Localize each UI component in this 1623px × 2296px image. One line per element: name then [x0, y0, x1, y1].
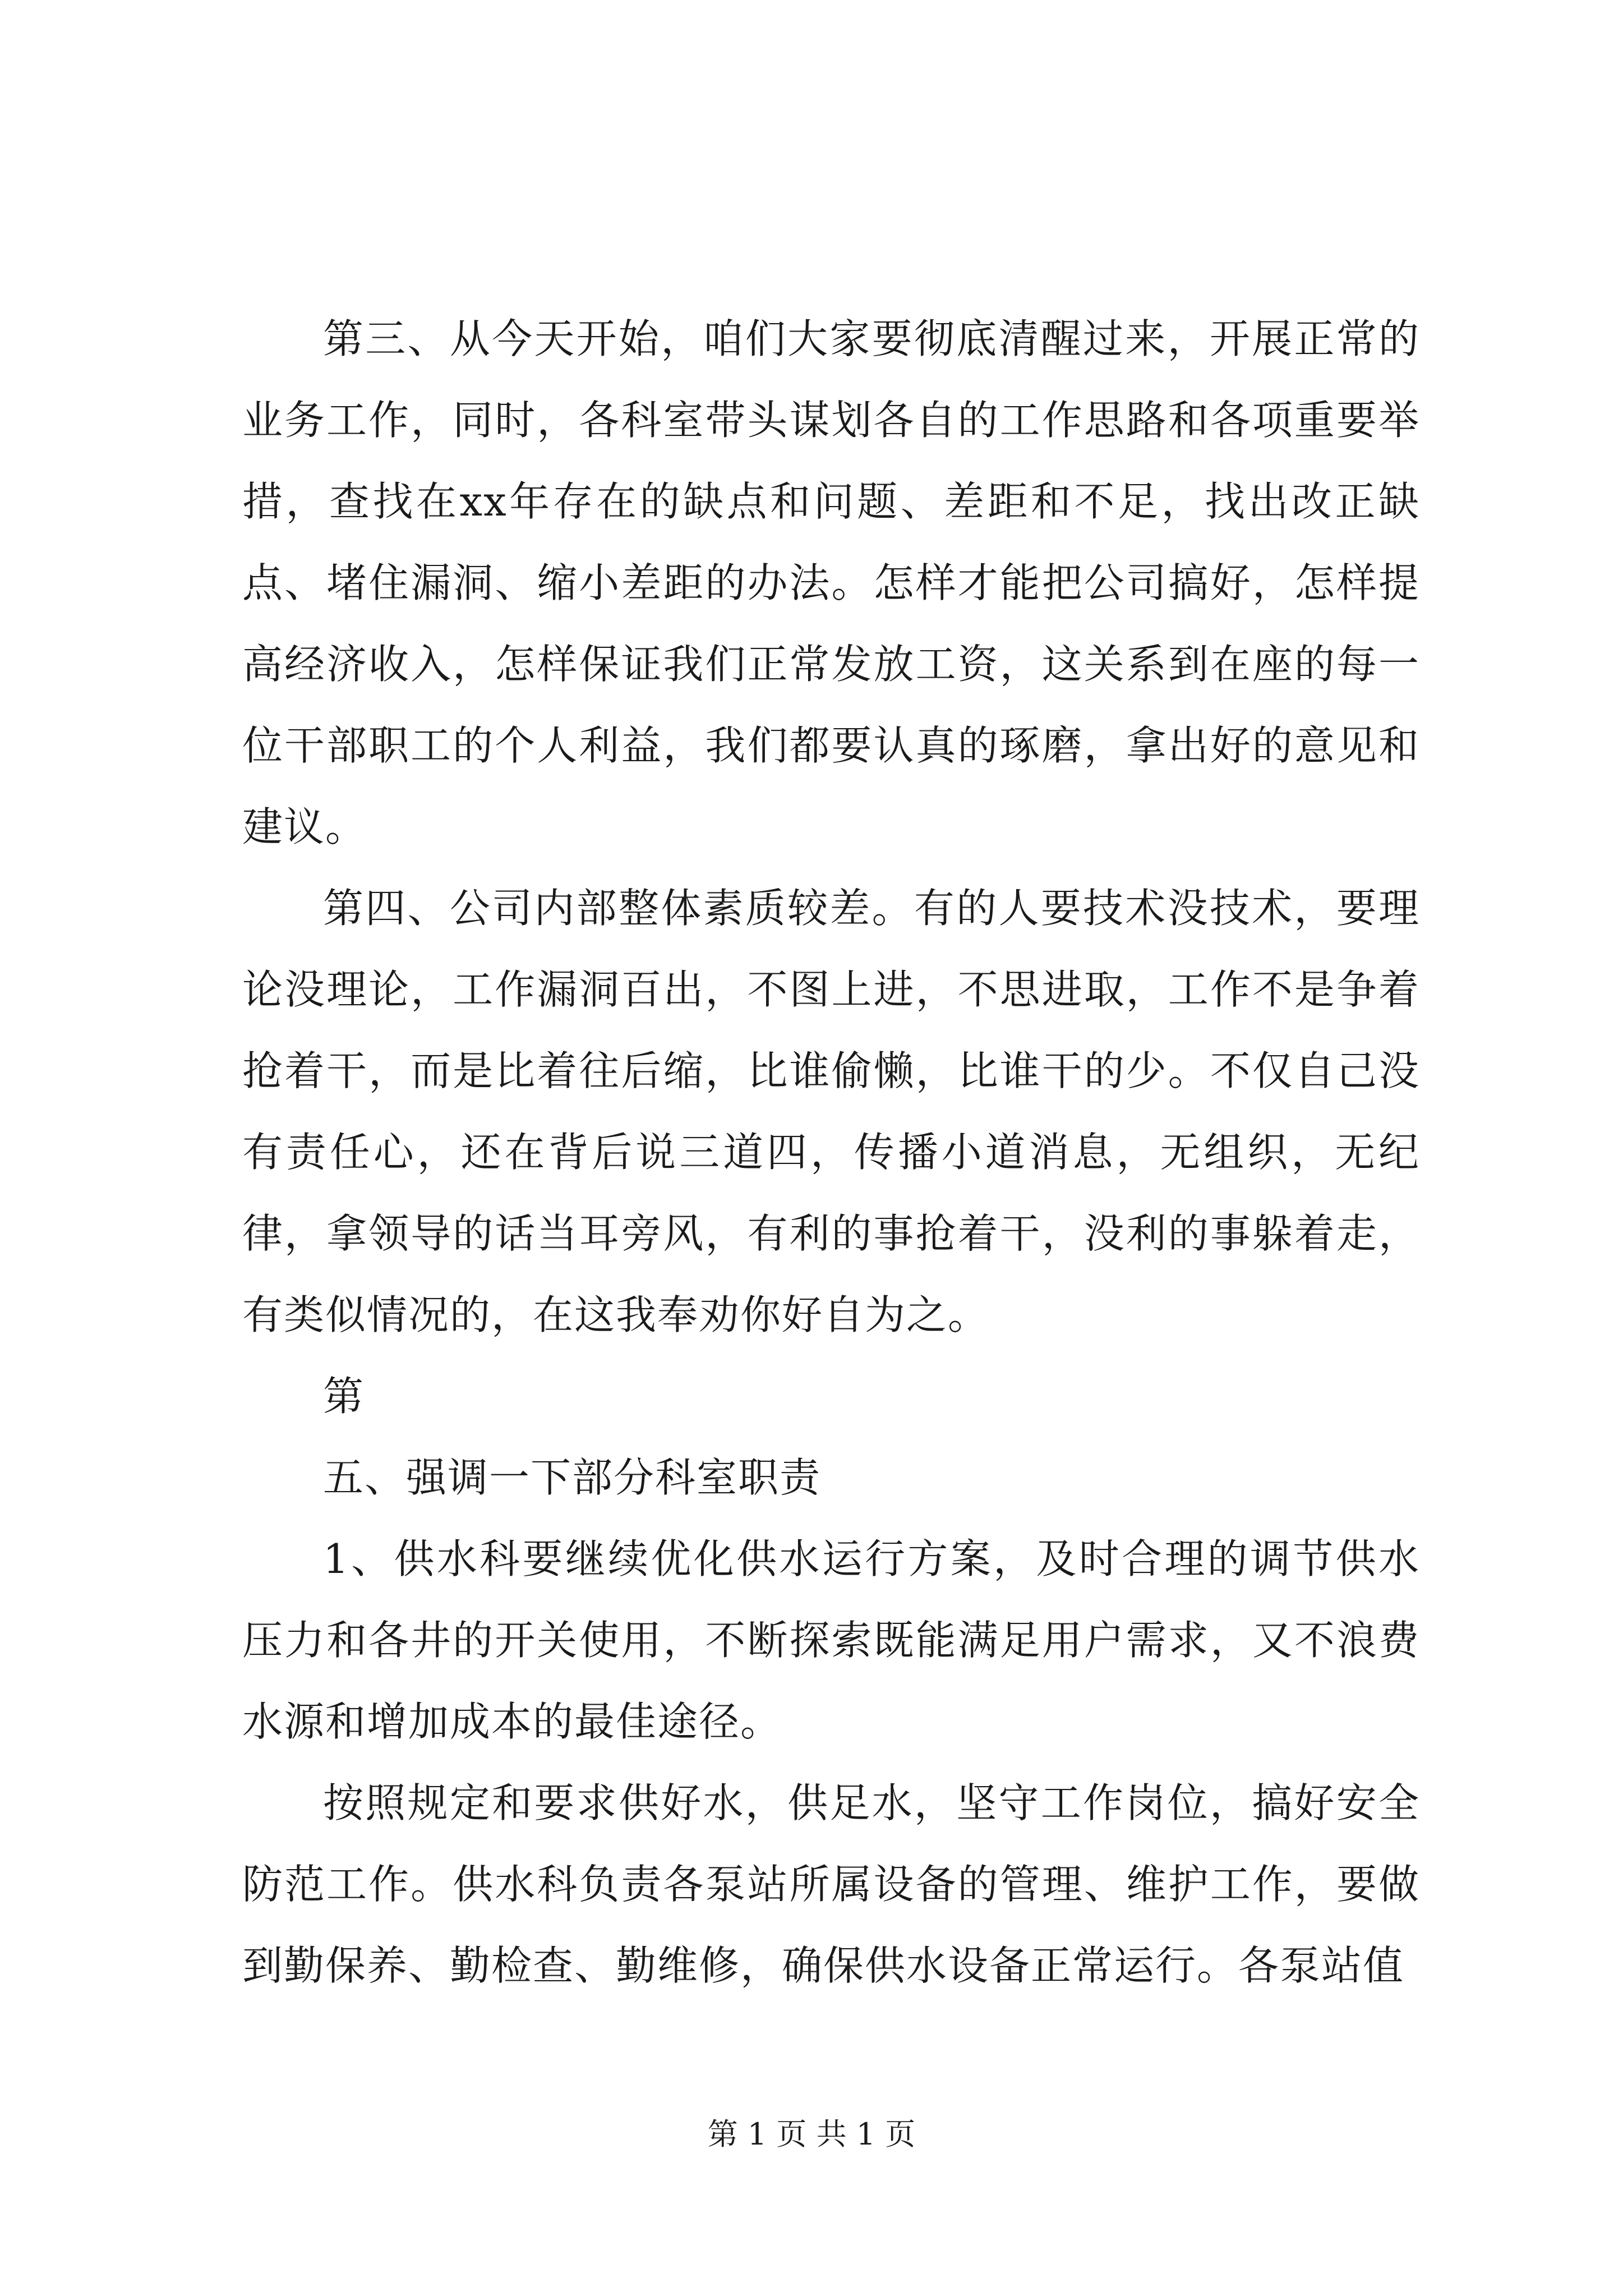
- paragraph-3: 第三、从今天开始，咱们大家要彻底清醒过来，开展正常的业务工作，同时，各科室带头谋划各自的工作思路和各项重要举措，查找在xx年存在的缺点和问题、差距和不足，找出改正缺点、堵住漏洞、缩小差距的办法。怎样才能把公司搞好，怎样提高经济收入，怎样保证我们正常发放工资，这关系到在座的每一位干部职工的个人利益，我们都要认真的琢磨，拿出好的意见和建议。: [242, 315, 1420, 850]
- paragraph-4: 第四、公司内部整体素质较差。有的人要技术没技术，要理论没理论，工作漏洞百出，不图上进，不思进取，工作不是争着抢着干，而是比着往后缩，比谁偷懒，比谁干的少。不仅自己没有责任心，还在背后说三道四，传播小道消息，无组织，无纪律，拿领导的话当耳旁风，有利的事抢着干，没利的事躲着走，有类似情况的，在这我奉劝你好自为之。: [242, 885, 1420, 1338]
- section-heading-5: 五、强调一下部分科室职责: [323, 1454, 822, 1501]
- page-footer: 第 1 页 共 1 页: [707, 2116, 916, 2152]
- paragraph-item-1: 1、供水科要继续优化供水运行方案，及时合理的调节供水压力和各井的开关使用，不断探索既能满足用户需求，又不浪费水源和增加成本的最佳途径。: [242, 1535, 1420, 1745]
- paragraph-5-prefix: 第: [323, 1373, 365, 1420]
- document-body: [242, 298, 1420, 2007]
- paragraph-item-1-cont: 按照规定和要求供好水，供足水，坚守工作岗位，搞好安全防范工作。供水科负责各泵站所属设备的管理、维护工作，要做到勤保养、勤检查、勤维修，确保供水设备正常运行。各泵站值: [242, 1779, 1420, 1989]
